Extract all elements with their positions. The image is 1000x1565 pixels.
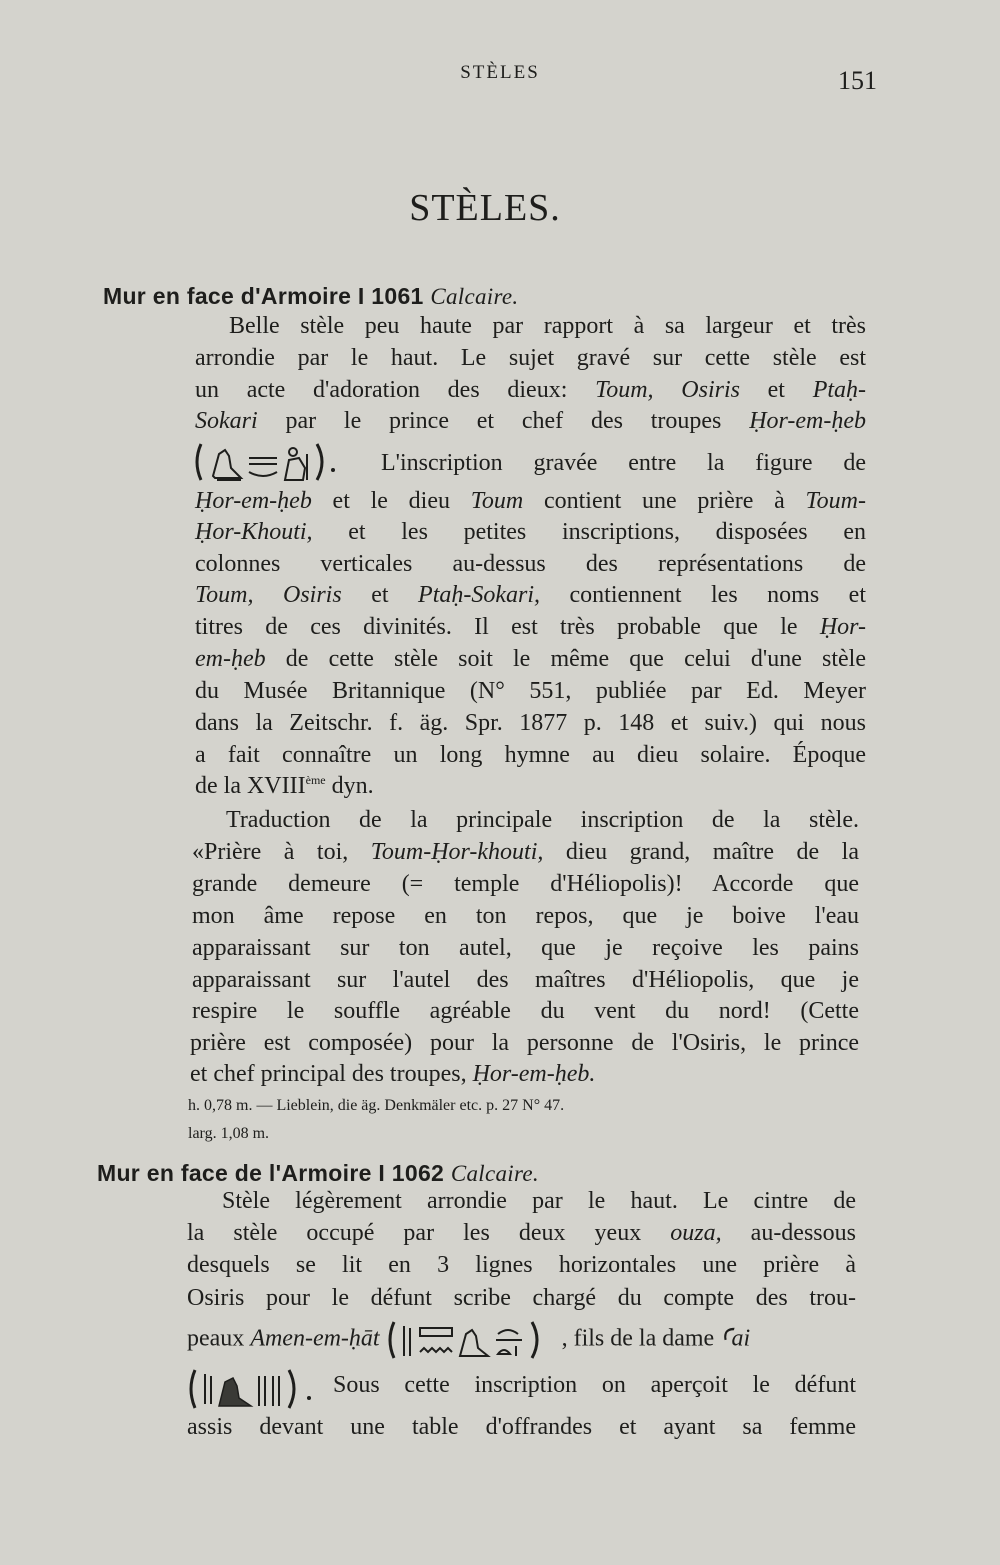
text-span: contiennent les noms et — [540, 582, 867, 608]
hieroglyph-cartouche-horemheb — [193, 440, 343, 484]
text-line: desquels se lit en 3 lignes horizontales une prière à — [187, 1252, 856, 1278]
text-span: la stèle occupé par les deux yeux — [187, 1220, 671, 1246]
deity-name: Toum- — [805, 488, 866, 514]
deity-name: Osiris — [283, 582, 342, 608]
text-line — [195, 519, 866, 546]
text-line — [190, 1061, 595, 1088]
person-name: em-ḥeb — [195, 646, 266, 672]
text-line: du Musée Britannique (N° 551, publiée par Ed. Meyer — [195, 678, 866, 704]
hieroglyph-icon — [193, 440, 343, 484]
text-span — [253, 582, 283, 608]
text-line: apparaissant sur l'autel des maîtres d'Héliopolis, que je — [192, 967, 859, 993]
superscript: ème — [305, 773, 326, 787]
text-span: et chef principal des troupes, — [190, 1061, 473, 1087]
text-span: , fils de la dame — [561, 1325, 721, 1352]
section-heading-text: Mur en face de l'Armoire I 1062 — [97, 1160, 445, 1186]
term-ouza: ouza, — [670, 1220, 722, 1246]
text-line: a fait connaître un long hymne au dieu solaire. Époque — [195, 742, 866, 768]
person-name: Ḥor-em-ḥeb. — [472, 1061, 596, 1087]
text-line: prière est composée) pour la personne de l'Osiris, le prince — [190, 1030, 859, 1056]
text-line — [195, 582, 866, 609]
section-heading-1061 — [103, 283, 518, 310]
measurements-line: h. 0,78 m. — Lieblein, die äg. Denkmäler etc. p. 27 N° 47. — [188, 1097, 565, 1114]
text-line: dans la Zeitschr. f. äg. Spr. 1877 p. 148 et suiv.) qui nous — [195, 710, 866, 736]
text-span: de la XVIII — [195, 773, 306, 799]
person-name: Ḥor- — [819, 614, 866, 640]
text-line: assis devant une table d'offrandes et ayant sa femme — [187, 1414, 856, 1440]
text-span: titres de ces divinités. Il est très probable que le — [195, 614, 820, 640]
deity-name: Ptaḥ- — [812, 377, 867, 403]
text-line — [187, 1220, 856, 1247]
text-line — [195, 488, 866, 515]
running-title: STÈLES — [460, 62, 540, 83]
text-span: contient une prière à — [523, 488, 806, 514]
text-line: colonnes verticales au-dessus des représentations de — [195, 551, 866, 577]
text-line: arrondie par le haut. Le sujet gravé sur cette stèle est — [195, 345, 866, 371]
measurements-line: larg. 1,08 m. — [188, 1125, 270, 1142]
section-material: Calcaire. — [430, 284, 519, 309]
text-span: peaux — [187, 1325, 251, 1352]
text-line: Belle stèle peu haute par rapport à sa largeur et très — [229, 313, 866, 339]
section-heading-1062 — [97, 1160, 539, 1187]
text-line: mon âme repose en ton repos, que je boive l'eau — [192, 903, 859, 929]
deity-name: Toum-Ḥor-khouti, — [370, 839, 544, 865]
person-name: Ḥor-em-ḥeb — [195, 488, 312, 514]
person-name: Ꜥai — [720, 1325, 751, 1352]
text-span: au-dessous — [721, 1220, 856, 1246]
person-name: Amen-em-ḥāt — [250, 1325, 380, 1352]
page-title: STÈLES. — [409, 187, 561, 229]
text-line: grande demeure (= temple d'Héliopolis)! Accorde que — [192, 871, 859, 897]
deity-name: Ptaḥ-Sokari, — [418, 582, 541, 608]
text-span: et — [739, 377, 813, 403]
text-line — [195, 377, 866, 404]
text-line — [195, 773, 374, 800]
text-line — [195, 646, 866, 673]
text-line — [192, 839, 859, 866]
text-line — [187, 1318, 856, 1362]
text-line: respire le souffle agréable du vent du nord! (Cette — [192, 998, 859, 1024]
page-number: 151 — [838, 66, 877, 95]
hieroglyph-icon — [386, 1318, 562, 1362]
text-line: L'inscription gravée entre la figure de — [381, 450, 866, 476]
text-span: par le prince et chef des troupes — [257, 408, 750, 434]
text-line: Osiris pour le défunt scribe chargé du compte des trou- — [187, 1285, 856, 1311]
text-span: «Prière à toi, — [192, 839, 371, 865]
text-span — [654, 377, 682, 403]
deity-name: Toum — [470, 488, 524, 514]
text-line: Traduction de la principale inscription de la stèle. — [226, 807, 859, 833]
text-span: et — [341, 582, 419, 608]
section-material: Calcaire. — [450, 1161, 539, 1186]
hieroglyph-icon — [187, 1366, 317, 1412]
deity-name: Ḥor-Khouti, — [195, 519, 313, 545]
text-span: et les petites inscriptions, disposées en — [312, 519, 866, 545]
text-span: un acte d'adoration des dieux: — [195, 377, 596, 403]
text-span: dieu grand, maître de la — [543, 839, 859, 865]
hieroglyph-cartouche-ai — [187, 1366, 317, 1412]
deity-name: Osiris — [681, 377, 740, 403]
text-line — [195, 614, 866, 641]
text-span: dyn. — [325, 773, 374, 799]
text-line: Stèle légèrement arrondie par le haut. Le cintre de — [222, 1188, 856, 1214]
text-line: apparaissant sur ton autel, que je reçoive les pains — [192, 935, 859, 961]
deity-name: Sokari — [195, 408, 258, 434]
text-line — [195, 408, 866, 435]
deity-name: Toum, — [195, 582, 254, 608]
text-line: Sous cette inscription on aperçoit le défunt — [333, 1372, 856, 1398]
deity-name: Toum, — [595, 377, 654, 403]
person-name: Ḥor-em-ḥeb — [749, 408, 866, 434]
text-span: et le dieu — [311, 488, 471, 514]
text-span: de cette stèle soit le même que celui d'une stèle — [265, 646, 866, 672]
section-heading-text: Mur en face d'Armoire I 1061 — [103, 283, 424, 309]
